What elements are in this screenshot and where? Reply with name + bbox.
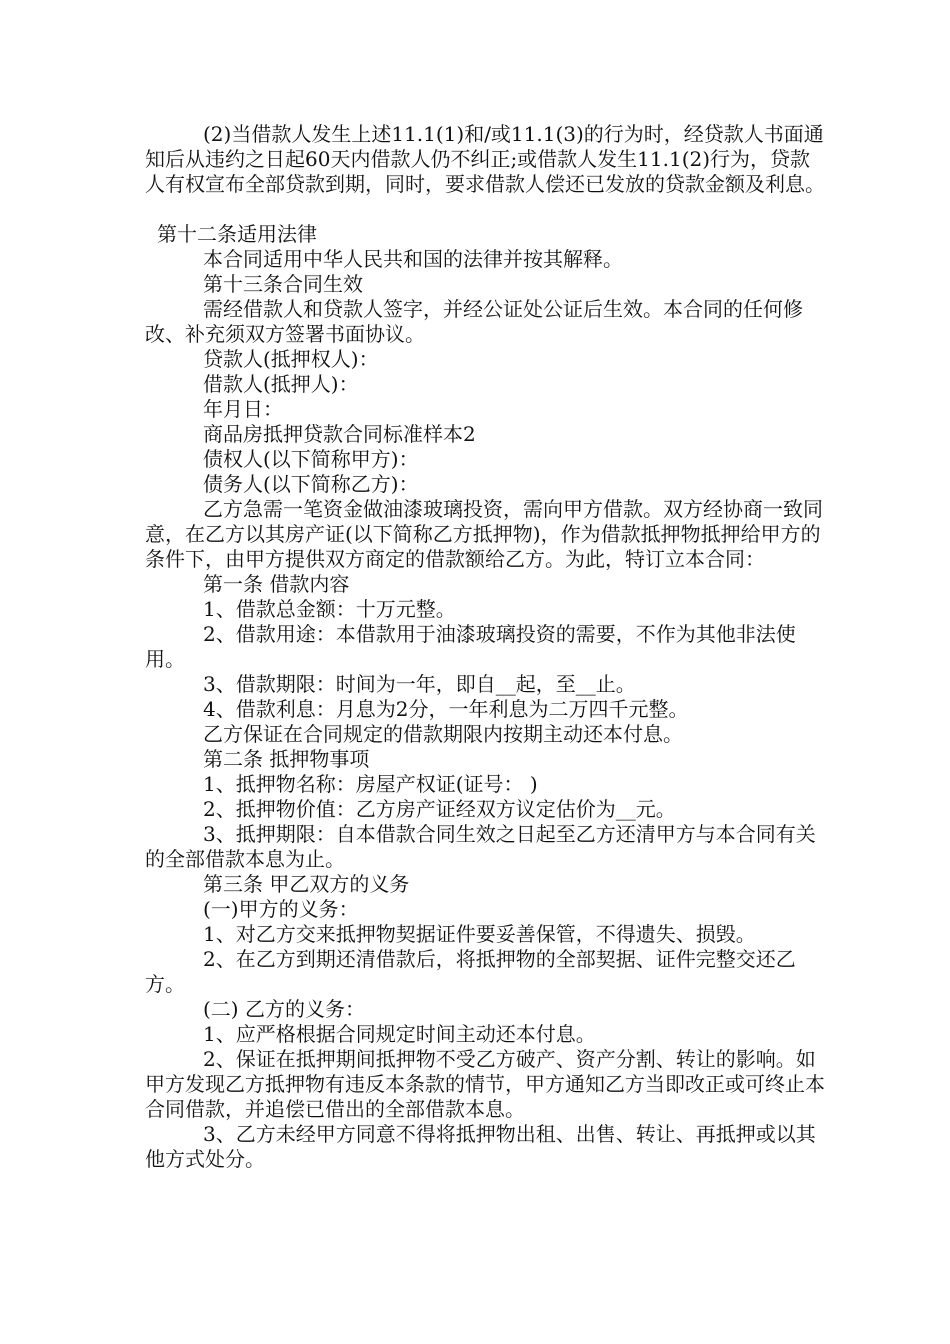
document-body [145, 122, 825, 1172]
clause-11-2-paragraph: (2)当借款人发生上述11.1(1)和/或11.1(3)的行为时，经贷款人书面通知后从违约之日起60天内借款人仍不纠正;或借款人发生11.1(2)行为，贷款人有权宣布全部贷款到期，同时，要求借款人偿还已发放的贷款金额及利息。 [145, 122, 825, 196]
party-b-obligation-1: 1、应严格根据合同规定时间主动还本付息。 [203, 1022, 596, 1046]
party-a-obligation-2: 2、在乙方到期还清借款后，将抵押物的全部契据、证件完整交还乙方。 [145, 947, 796, 996]
paragraph-spacer [145, 197, 825, 222]
article-1-item-4: 4、借款利息：月息为2分，一年利息为二万四千元整。 [203, 697, 689, 721]
article-1-heading: 第一条 借款内容 [203, 572, 350, 596]
preamble-paragraph: 乙方急需一笔资金做油漆玻璃投资，需向甲方借款。双方经协商一致同意，在乙方以其房产证(以下简称乙方抵押物)，作为借款抵押物抵押给甲方的条件下，由甲方提供双方商定的借款额给乙方。为此，特订立本合同： [145, 497, 823, 571]
party-b-obligations-heading: (二) 乙方的义务： [203, 997, 365, 1021]
party-b-obligation-2: 2、保证在抵押期间抵押物不受乙方破产、资产分割、转让的影响。如甲方发现乙方抵押物有违反本条款的情节，甲方通知乙方当即改正或可终止本合同借款，并追偿已借出的全部借款本息。 [145, 1047, 825, 1121]
date-line: 年月日： [203, 397, 283, 421]
party-a-obligation-1: 1、对乙方交来抵押物契据证件要妥善保管，不得遗失、损毁。 [203, 922, 756, 946]
party-a-obligations-heading: (一)甲方的义务： [203, 897, 359, 921]
article-2-item-2: 2、抵押物价值：乙方房产证经双方议定估价为__元。 [203, 797, 676, 821]
borrower-signature-line: 借款人(抵押人)： [203, 372, 359, 396]
article-12-heading: 第十二条适用法律 [157, 222, 317, 246]
article-1-item-3: 3、借款期限：时间为一年，即自__起，至__止。 [203, 672, 636, 696]
article-1-item-2: 2、借款用途：本借款用于油漆玻璃投资的需要，不作为其他非法使用。 [145, 622, 796, 671]
article-2-item-3: 3、抵押期限：自本借款合同生效之日起至乙方还清甲方与本合同有关的全部借款本息为止。 [145, 822, 816, 871]
article-12-text: 本合同适用中华人民共和国的法律并按其解释。 [203, 247, 623, 271]
article-2-item-1: 1、抵押物名称：房屋产权证(证号： ) [203, 772, 538, 796]
article-1-item-1: 1、借款总金额：十万元整。 [203, 597, 456, 621]
creditor-line: 债权人(以下简称甲方)： [203, 447, 419, 471]
article-2-heading: 第二条 抵押物事项 [203, 747, 370, 771]
party-b-obligation-3: 3、乙方未经甲方同意不得将抵押物出租、出售、转让、再抵押或以其他方式处分。 [145, 1122, 816, 1171]
article-3-heading: 第三条 甲乙双方的义务 [203, 872, 410, 896]
article-13-text: 需经借款人和贷款人签字，并经公证处公证后生效。本合同的任何修改、补充须双方签署书面协议。 [145, 297, 803, 346]
debtor-line: 债务人(以下简称乙方)： [203, 472, 419, 496]
repayment-guarantee: 乙方保证在合同规定的借款期限内按期主动还本付息。 [203, 722, 683, 746]
article-13-heading: 第十三条合同生效 [203, 272, 363, 296]
sample-2-title: 商品房抵押贷款合同标准样本2 [203, 422, 476, 446]
lender-signature-line: 贷款人(抵押权人)： [203, 347, 379, 371]
